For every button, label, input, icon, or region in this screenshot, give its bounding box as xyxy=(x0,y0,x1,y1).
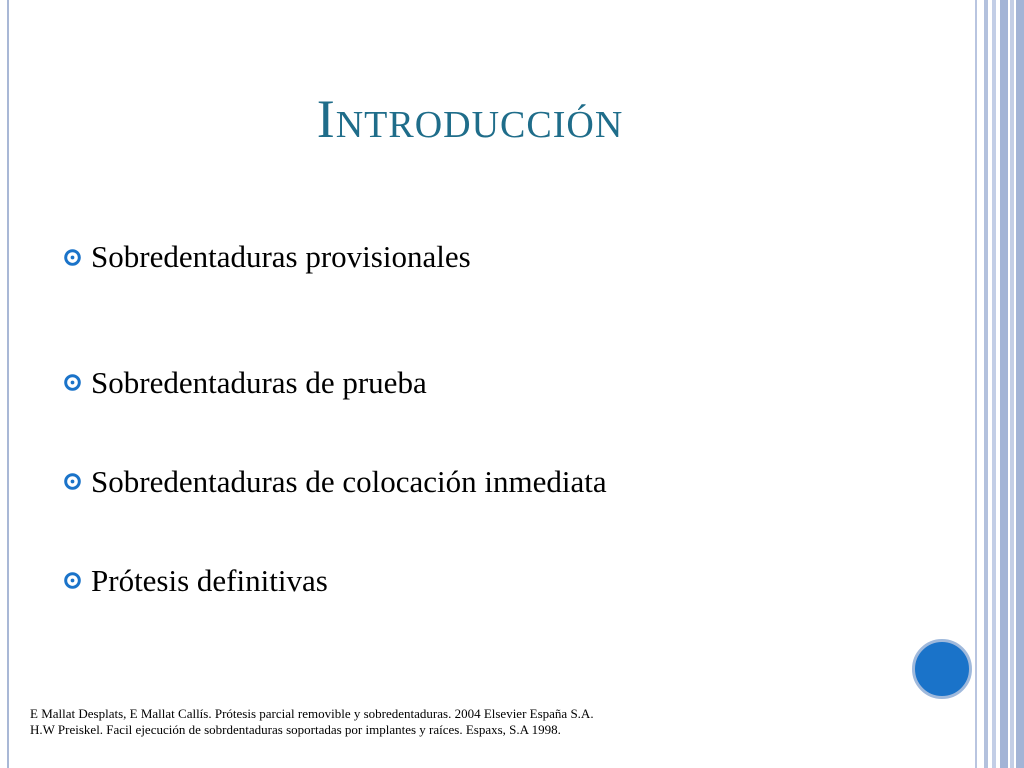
bullet-ring-icon xyxy=(64,473,81,490)
bullet-text: Prótesis definitivas xyxy=(91,562,328,598)
right-decor-stripe xyxy=(1000,0,1008,768)
right-decor-stripe xyxy=(1010,0,1014,768)
right-decor-stripe xyxy=(984,0,988,768)
bullet-text: Sobredentaduras provisionales xyxy=(91,239,471,274)
right-decor-stripe xyxy=(975,0,977,768)
bullet-text: Sobredentaduras de colocación inmediata xyxy=(91,463,607,499)
reference-line: H.W Preiskel. Facil ejecución de sobrdentaduras soportadas por implantes y raíces. Espaxs, S.A 1998. xyxy=(30,722,561,737)
reference-line: E Mallat Desplats, E Mallat Callís. Prótesis parcial removible y sobredentaduras. 2004 Elsevier España S.A. xyxy=(30,706,594,721)
bullet-item xyxy=(64,333,607,432)
bullet-ring-icon xyxy=(64,374,81,391)
bullet-list xyxy=(64,234,607,630)
bullet-text: Sobredentaduras de prueba xyxy=(91,364,427,400)
references xyxy=(30,706,594,738)
decorative-circle xyxy=(912,639,972,699)
bullet-item xyxy=(64,531,607,630)
bullet-ring-icon xyxy=(64,572,81,589)
right-decor-stripe xyxy=(1016,0,1024,768)
bullet-item xyxy=(64,432,607,531)
slide-title: Introducción xyxy=(316,89,624,149)
bullet-ring-icon xyxy=(64,249,81,266)
right-decor-stripe xyxy=(992,0,996,768)
bullet-item xyxy=(64,234,607,280)
